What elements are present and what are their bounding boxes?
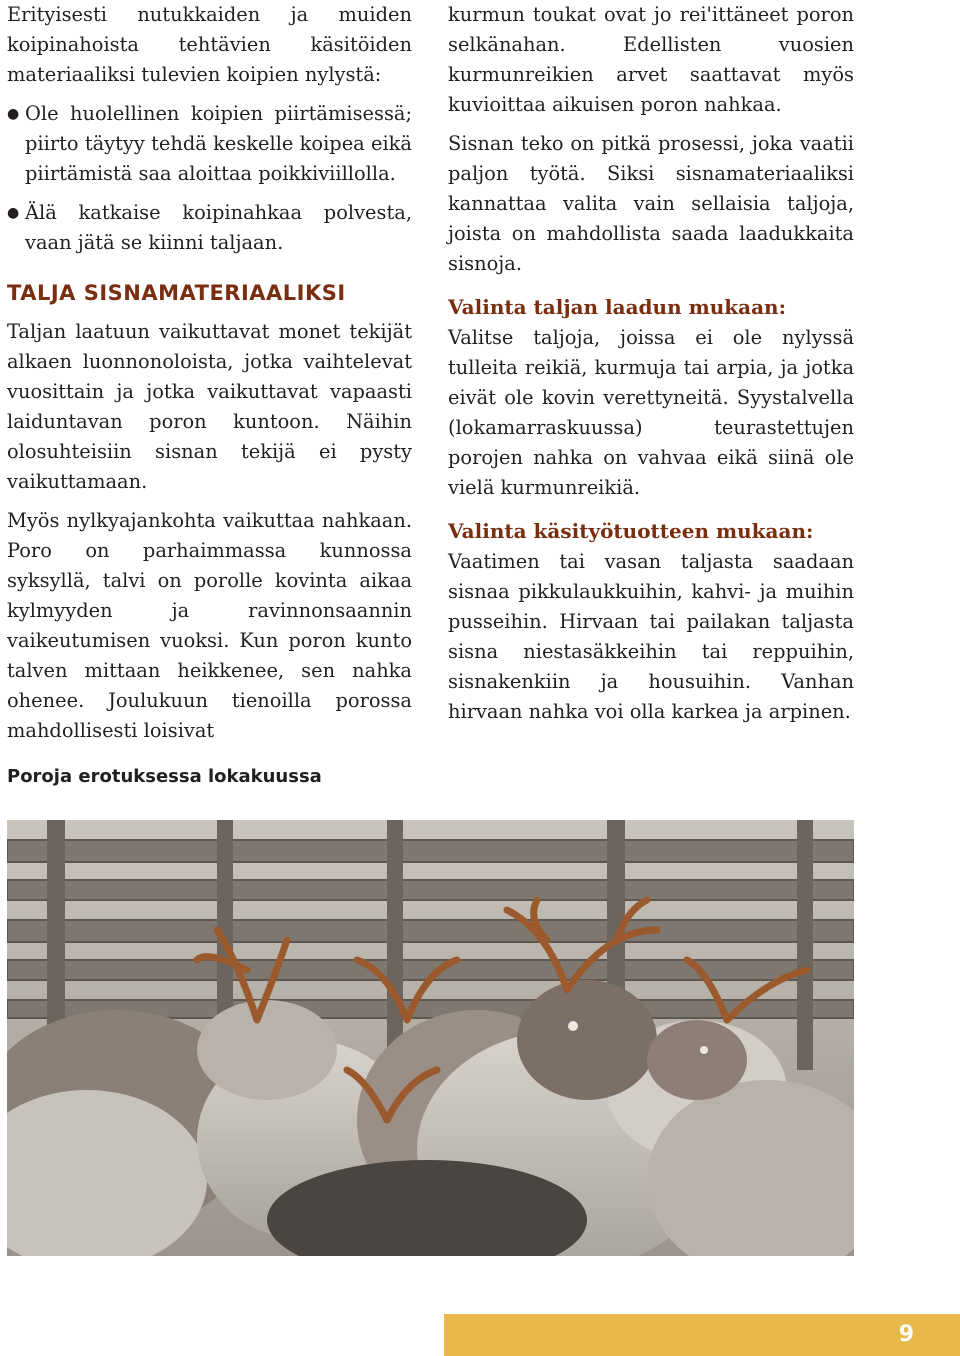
body-paragraph: Valitse taljoja, joissa ei ole nylyssä tulleita reikiä, kurmuja tai arpia, ja jotka eivät ole kovin verettyneitä. Syystalvella (lokamarraskuussa) teurastettujen porojen nahka on vahvaa eikä siinä ole vielä kurmunreikiä. [448,326,854,499]
body-paragraph: Myös nylkyajankohta vaikuttaa nahkaan. Poro on parhaimmassa kunnossa syksyllä, talvi on porolle kovinta aikaa kylmyyden ja ravinnonsaannin vaikeutumisen vuoksi. Kun poron kunto talven mittaan heikkenee, sen nahka ohenee. Joulukuun tienoilla porossa mahdollisesti loisivat [7,509,412,742]
bullet-text: Älä katkaise koipinahkaa polvesta, vaan jätä se kiinni taljaan. [25,201,412,254]
body-paragraph: Vaatimen tai vasan taljasta saadaan sisnaa pikkulaukkuihin, kahvi- ja muihin pusseihin. Hirvaan tai pailakan taljasta sisna niestasäkkeihin tai reppuihin, sisnakenkiin ja housuihin. Vanhan hirvaan nahka voi olla karkea ja arpinen. [448,550,854,723]
bullet-item [7,198,412,258]
intro-paragraph: Erityisesti nutukkaiden ja muiden koipinahoista tehtävien käsitöiden materiaaliksi tulevien koipien nylystä: [7,3,412,86]
right-column [448,0,854,727]
page-number-box [444,1314,960,1356]
bullet-dot-icon: ● [7,106,20,122]
subheading-quality: Valinta taljan laadun mukaan: [448,295,786,319]
bullet-item [7,99,412,189]
left-column [7,0,412,746]
body-paragraph: Sisnan teko on pitkä prosessi, joka vaatii paljon työtä. Siksi sisnamateriaaliksi kannattaa valita vain sellaisia taljoja, joista on mahdollista saada laadukkaita sisnoja. [448,132,854,275]
bullet-text: Ole huolellinen koipien piirtämisessä; piirto täytyy tehdä keskelle koipea eikä piirtämistä saa aloittaa poikkiviillolla. [25,102,412,185]
figure-caption: Poroja erotuksessa lokakuussa [7,766,322,787]
section-heading: TALJA SISNAMATERIAALIKSI [7,281,346,305]
subheading-product: Valinta käsityötuotteen mukaan: [448,519,814,543]
body-paragraph: Taljan laatuun vaikuttavat monet tekijät alkaen luonnonoloista, jotka vaihtelevat vuosittain ja jotka vaikuttavat vapaasti laiduntavan poron kuntoon. Näihin olosuhteisiin sisnan tekijä ei pysty vaikuttamaan. [7,320,412,493]
reindeer-photo [7,820,854,1256]
body-paragraph: kurmun toukat ovat jo rei'ittäneet poron selkänahan. Edellisten vuosien kurmunreikien arvet saattavat myös kuvioittaa aikuisen poron nahkaa. [448,3,854,116]
bullet-dot-icon: ● [7,205,20,221]
page-number: 9 [898,1322,914,1347]
